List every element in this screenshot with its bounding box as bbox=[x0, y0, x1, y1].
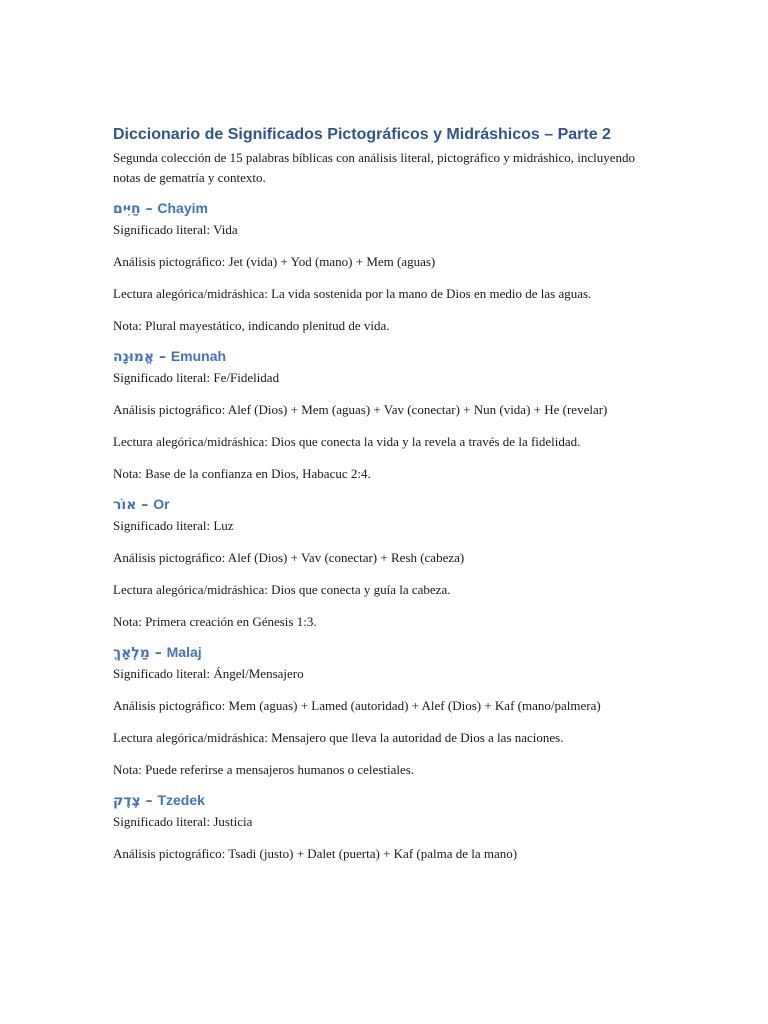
hebrew-word: חַיִּים bbox=[113, 201, 141, 217]
literal-meaning: Significado literal: Ángel/Mensajero bbox=[113, 666, 304, 681]
heading-separator: – bbox=[136, 497, 154, 513]
hebrew-word: מַלְאָךְ bbox=[113, 645, 150, 661]
hebrew-word: צֶדֶק bbox=[113, 793, 141, 809]
entry-heading bbox=[113, 493, 658, 516]
heading-separator: – bbox=[140, 201, 158, 217]
literal-meaning: Significado literal: Luz bbox=[113, 518, 234, 533]
document-subtitle: Segunda colección de 15 palabras bíblicas con análisis literal, pictográfico y midráshico, incluyendo notas de gematría y contexto. bbox=[113, 150, 635, 185]
pictographic-analysis: Análisis pictográfico: Alef (Dios) + Mem (aguas) + Vav (conectar) + Nun (vida) + He (revelar) bbox=[113, 402, 608, 417]
entry-heading bbox=[113, 641, 658, 664]
entry-note: Nota: Base de la confianza en Dios, Habacuc 2:4. bbox=[113, 466, 371, 481]
allegorical-reading: Lectura alegórica/midráshica: Mensajero que lleva la autoridad de Dios a las naciones. bbox=[113, 730, 564, 745]
allegorical-reading: Lectura alegórica/midráshica: Dios que conecta y guía la cabeza. bbox=[113, 582, 451, 597]
document-title: Diccionario de Significados Pictográficos y Midráshicos – Parte 2 bbox=[113, 126, 611, 143]
pictographic-analysis: Análisis pictográfico: Tsadi (justo) + Dalet (puerta) + Kaf (palma de la mano) bbox=[113, 846, 518, 861]
literal-meaning: Significado literal: Vida bbox=[113, 222, 238, 237]
heading-separator: – bbox=[149, 645, 167, 661]
heading-separator: – bbox=[154, 349, 171, 365]
literal-meaning: Significado literal: Fe/Fidelidad bbox=[113, 370, 280, 385]
entry-note: Nota: Plural mayestático, indicando plenitud de vida. bbox=[113, 318, 390, 333]
entry-heading bbox=[113, 345, 658, 368]
heading-separator: – bbox=[140, 793, 158, 809]
transliteration: Or bbox=[153, 496, 170, 512]
transliteration: Malaj bbox=[166, 644, 202, 660]
allegorical-reading: Lectura alegórica/midráshica: Dios que conecta la vida y la revela a través de la fidelidad. bbox=[113, 434, 581, 449]
document-page bbox=[113, 124, 658, 864]
literal-meaning: Significado literal: Justicia bbox=[113, 814, 253, 829]
entry-malaj bbox=[113, 641, 658, 780]
transliteration: Emunah bbox=[170, 348, 227, 364]
entry-or bbox=[113, 493, 658, 632]
pictographic-analysis: Análisis pictográfico: Jet (vida) + Yod (mano) + Mem (aguas) bbox=[113, 254, 436, 269]
hebrew-word: אוֹר bbox=[113, 497, 137, 513]
entry-emunah bbox=[113, 345, 658, 484]
pictographic-analysis: Análisis pictográfico: Mem (aguas) + Lamed (autoridad) + Alef (Dios) + Kaf (mano/palmera) bbox=[113, 698, 601, 713]
entry-heading bbox=[113, 789, 658, 812]
allegorical-reading: Lectura alegórica/midráshica: La vida sostenida por la mano de Dios en medio de las aguas. bbox=[113, 286, 592, 301]
entry-heading bbox=[113, 197, 658, 220]
pictographic-analysis: Análisis pictográfico: Alef (Dios) + Vav (conectar) + Resh (cabeza) bbox=[113, 550, 465, 565]
entry-note: Nota: Primera creación en Génesis 1:3. bbox=[113, 614, 317, 629]
entry-chayim bbox=[113, 197, 658, 336]
hebrew-word: אֱמוּנָה bbox=[113, 349, 155, 365]
entry-note: Nota: Puede referirse a mensajeros humanos o celestiales. bbox=[113, 762, 415, 777]
transliteration: Tzedek bbox=[157, 792, 205, 808]
entry-tzedek bbox=[113, 789, 658, 864]
transliteration: Chayim bbox=[157, 200, 208, 216]
